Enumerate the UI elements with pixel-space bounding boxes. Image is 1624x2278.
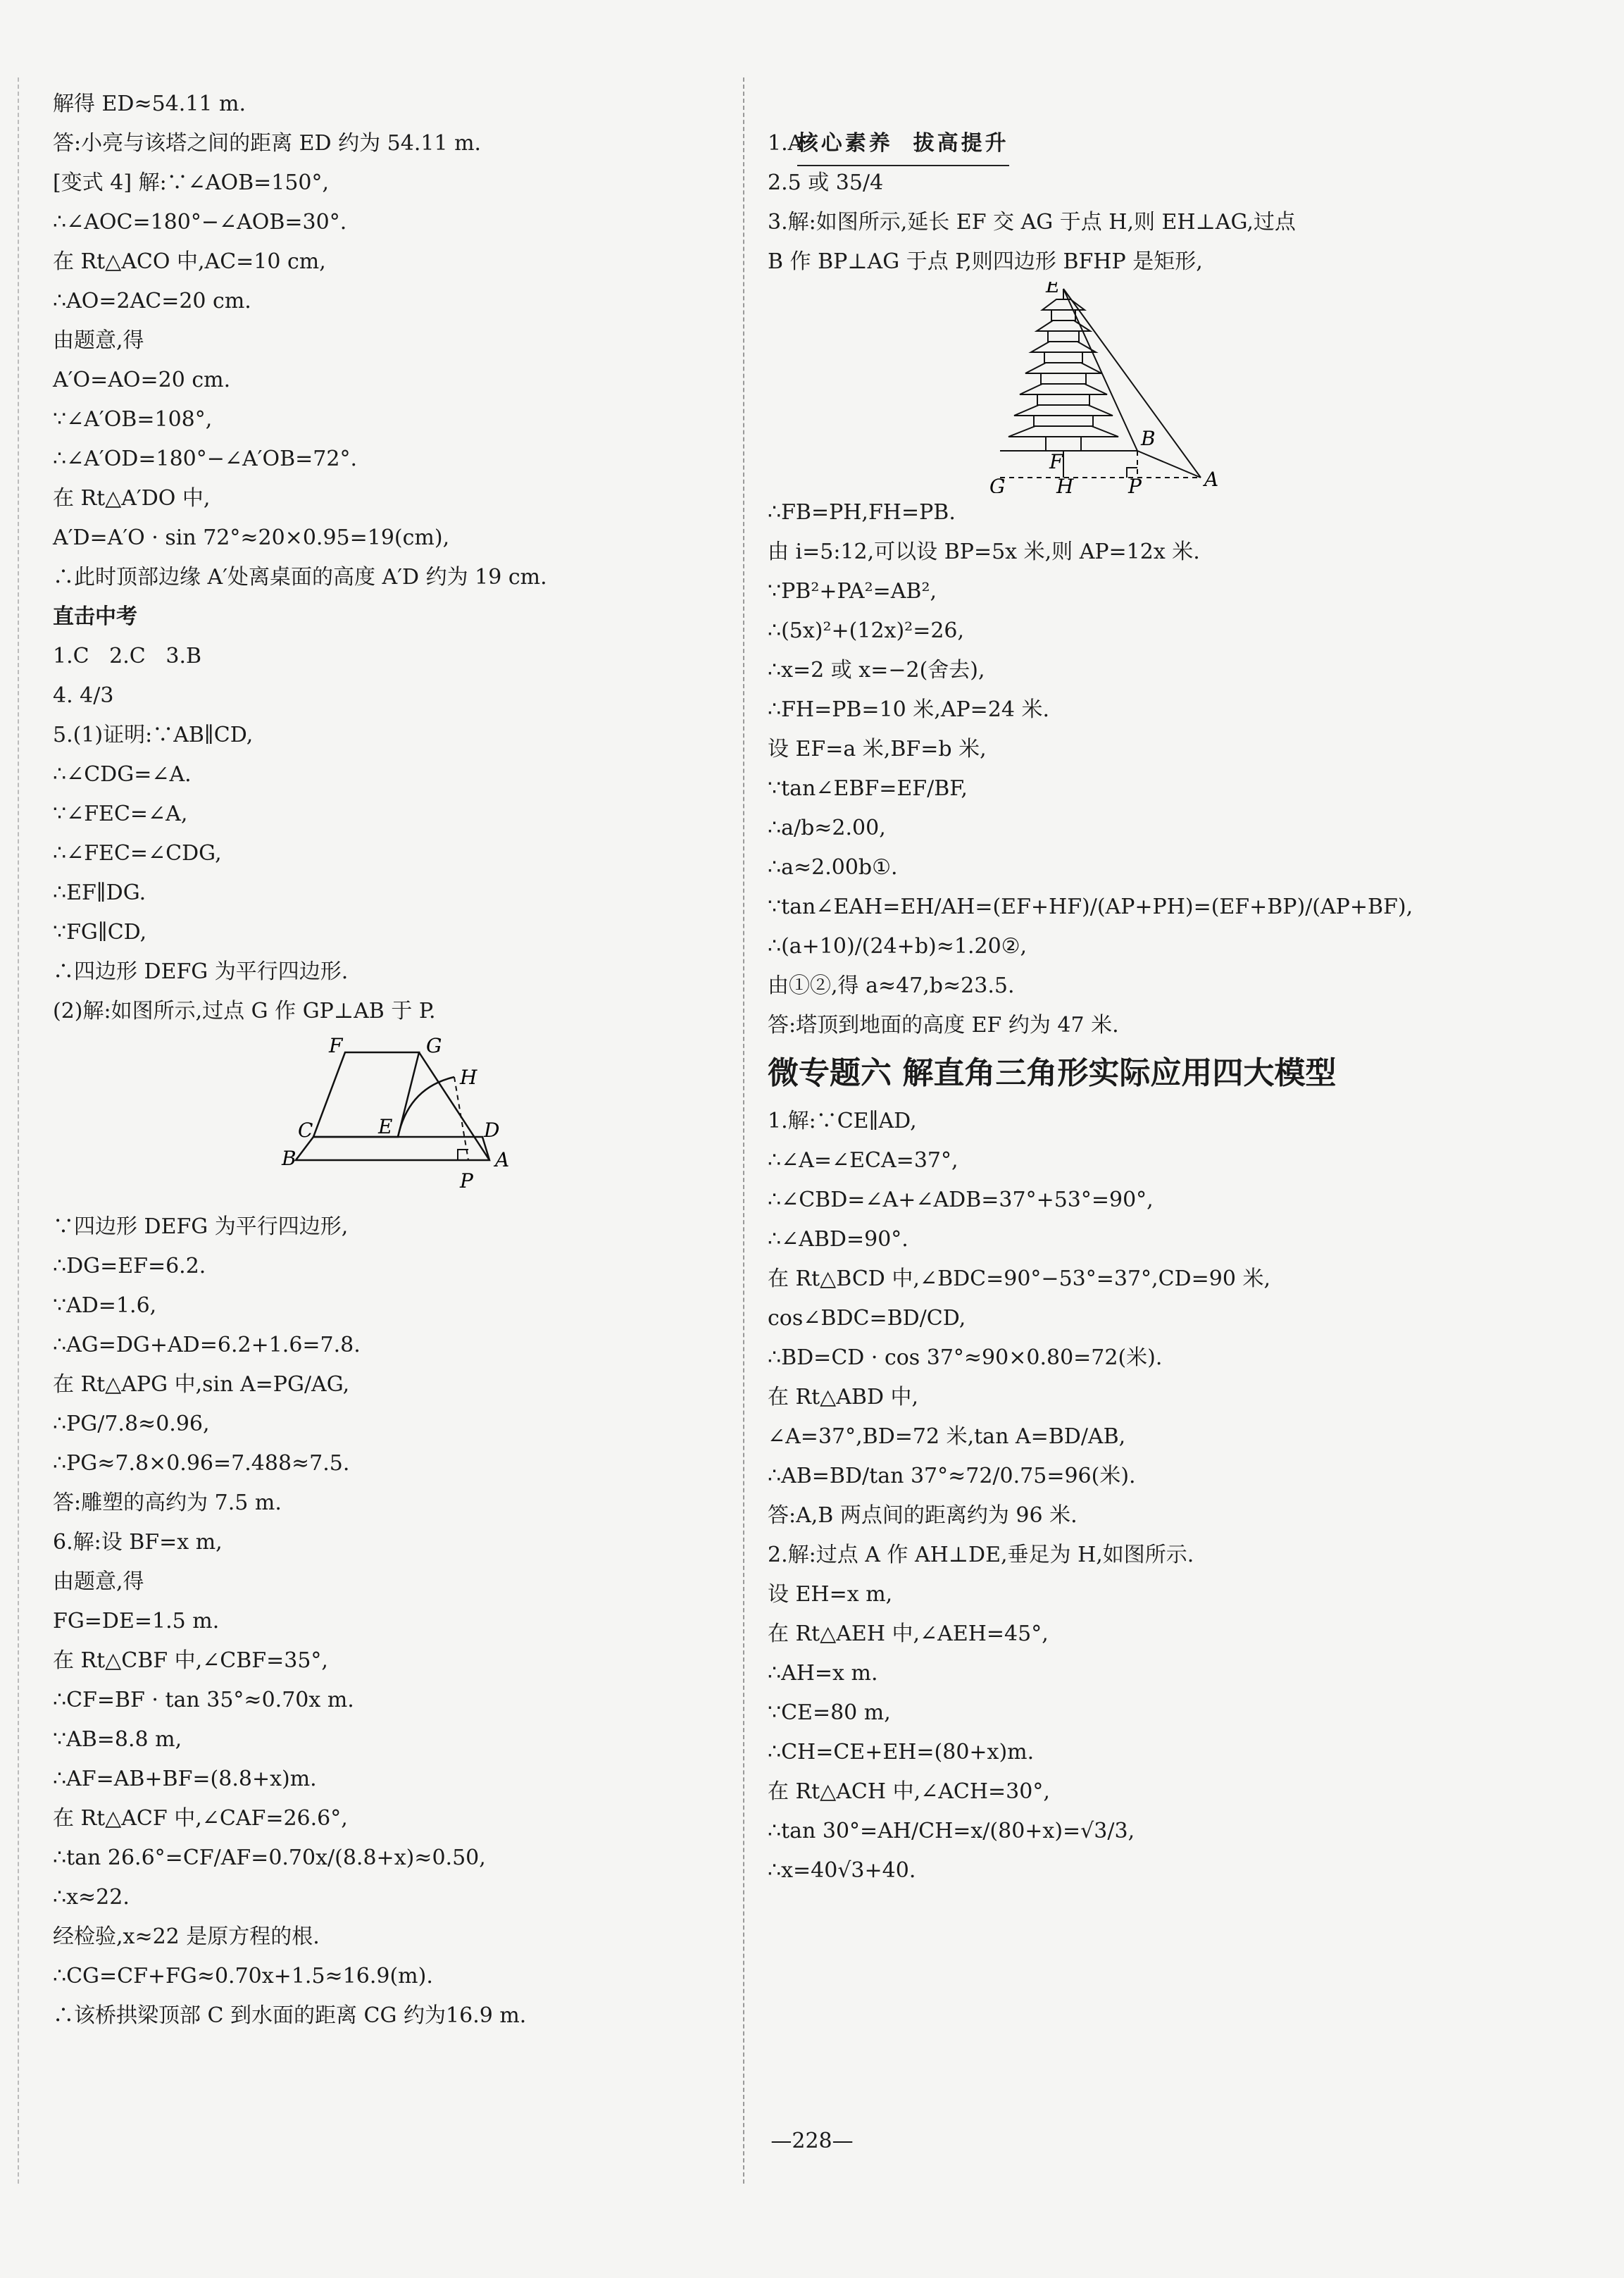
solution-block-q5-6 (53, 1207, 729, 2036)
solution-line: 经检验,x≈22 是原方程的根. (53, 1924, 320, 1949)
solution-block-q1-5 (53, 637, 729, 1031)
solution-line: ∴四边形 DEFG 为平行四边形. (53, 959, 349, 984)
solution-line: ∴DG=EF=6.2. (53, 1254, 206, 1278)
solution-line: 6.解:设 BF=x m, (53, 1530, 223, 1555)
solution-line: ∴CH=CE+EH=(80+x)m. (768, 1740, 1035, 1764)
solution-line: 设 EF=a 米,BF=b 米, (768, 737, 987, 761)
solution-line: ∴AH=x m. (768, 1661, 878, 1686)
fig2-label: P (1128, 475, 1142, 493)
solution-block-pagoda (768, 493, 1578, 1045)
solution-line: 设 EH=x m, (768, 1582, 893, 1607)
solution-line: ∴x=2 或 x=−2(舍去), (768, 658, 985, 683)
solution-line: 在 Rt△APG 中,sin A=PG/AG, (53, 1372, 350, 1397)
solution-line: A′O=AO=20 cm. (53, 368, 231, 392)
fig1-label: D (484, 1119, 500, 1142)
solution-line: ∴CG=CF+FG≈0.70x+1.5≈16.9(m). (53, 1964, 433, 1988)
solution-line: ∴tan 26.6°=CF/AF=0.70x/(8.8+x)≈0.50, (53, 1846, 486, 1870)
solution-line: ∴a≈2.00b①. (768, 855, 898, 880)
solution-line: ∵tan∠EBF=EF/BF, (768, 776, 968, 801)
solution-line: 2.5 或 35/4 (768, 170, 884, 195)
fig2-label: H (1056, 475, 1074, 493)
solution-line: ∴a/b≈2.00, (768, 816, 886, 840)
solution-line: FG=DE=1.5 m. (53, 1609, 220, 1633)
solution-line: 答:A,B 两点间的距离约为 96 米. (768, 1503, 1078, 1528)
left-column (53, 85, 729, 2036)
section-title-weizhuanti: 微专题六 解直角三角形实际应用四大模型 (768, 1055, 1337, 1091)
solution-line: ∴FB=PH,FH=PB. (768, 500, 956, 525)
column-divider (743, 77, 745, 2184)
solution-line: ∴x≈22. (53, 1885, 130, 1910)
fig1-label: A (495, 1148, 510, 1171)
solution-line: ∵AD=1.6, (53, 1293, 157, 1318)
solution-line: ∴∠A′OD=180°−∠A′OB=72°. (53, 447, 357, 471)
solution-line: ∴EF∥DG. (53, 880, 146, 905)
solution-line: 在 Rt△ACH 中,∠ACH=30°, (768, 1779, 1050, 1804)
solution-line: 答:小亮与该塔之间的距离 ED 约为 54.11 m. (53, 131, 482, 156)
fig1-label: F (329, 1034, 343, 1057)
solution-line: 由题意,得 (53, 1569, 144, 1594)
solution-line: cos∠BDC=BD/CD, (768, 1306, 966, 1331)
solution-line: 由 i=5:12,可以设 BP=5x 米,则 AP=12x 米. (768, 540, 1200, 564)
solution-line: ∵FG∥CD, (53, 920, 147, 945)
page-number: —228— (770, 2129, 854, 2153)
solution-line: ∴(5x)²+(12x)²=26, (768, 618, 965, 643)
solution-line: 在 Rt△ACO 中,AC=10 cm, (53, 249, 326, 274)
figure-pagoda (768, 282, 1578, 493)
fig2-label: G (989, 475, 1006, 493)
solution-line: ∠A=37°,BD=72 米,tan A=BD/AB, (768, 1424, 1126, 1449)
solution-line: ∴∠AOC=180°−∠AOB=30°. (53, 210, 347, 235)
solution-line: ∴∠FEC=∠CDG, (53, 841, 222, 866)
solution-line: 在 Rt△BCD 中,∠BDC=90°−53°=37°,CD=90 米, (768, 1266, 1270, 1291)
solution-line: ∴此时顶部边缘 A′处离桌面的高度 A′D 约为 19 cm. (53, 565, 547, 590)
solution-line: 在 Rt△ACF 中,∠CAF=26.6°, (53, 1806, 348, 1831)
solution-line: ∵PB²+PA²=AB², (768, 579, 937, 604)
solution-line: 3.解:如图所示,延长 EF 交 AG 于点 H,则 EH⊥AG,过点 (768, 210, 1296, 235)
solution-block-weizhuanti (768, 1102, 1578, 1891)
solution-line: ∴x=40√3+40. (768, 1858, 916, 1883)
solution-line: (2)解:如图所示,过点 G 作 GP⊥AB 于 P. (53, 999, 436, 1023)
solution-line: ∵AB=8.8 m, (53, 1727, 182, 1752)
solution-line: B 作 BP⊥AG 于点 P,则四边形 BFHP 是矩形, (768, 249, 1203, 274)
fig1-label: G (426, 1034, 442, 1057)
solution-line: ∵四边形 DEFG 为平行四边形, (53, 1214, 349, 1239)
solution-line: ∴tan 30°=AH/CH=x/(80+x)=√3/3, (768, 1819, 1135, 1843)
solution-line: 5.(1)证明:∵AB∥CD, (53, 723, 254, 747)
fig1-label: E (378, 1115, 393, 1138)
solution-line: ∴∠CDG=∠A. (53, 762, 192, 787)
fig1-label: H (460, 1066, 477, 1089)
solution-line: ∴∠A=∠ECA=37°, (768, 1148, 958, 1173)
solution-line: 在 Rt△AEH 中,∠AEH=45°, (768, 1622, 1049, 1646)
solution-line: A′D=A′O · sin 72°≈20×0.95=19(cm), (53, 525, 450, 550)
solution-line: 1.C 2.C 3.B (53, 644, 202, 668)
left-margin-rule (18, 77, 20, 2184)
solution-line: 解得 ED≈54.11 m. (53, 92, 246, 116)
section-title-zhiji: 直击中考 (53, 604, 137, 629)
solution-line: 由题意,得 (53, 328, 144, 353)
solution-line: 在 Rt△ABD 中, (768, 1385, 919, 1409)
solution-line: ∴AG=DG+AD=6.2+1.6=7.8. (53, 1333, 361, 1357)
solution-line: ∴BD=CD · cos 37°≈90×0.80=72(米). (768, 1345, 1163, 1370)
solution-line: 由①②,得 a≈47,b≈23.5. (768, 973, 1015, 998)
fig2-label: F (1049, 450, 1063, 473)
solution-line: ∵tan∠EAH=EH/AH=(EF+HF)/(AP+PH)=(EF+BP)/(AP+BF), (768, 895, 1413, 919)
solution-line: ∴该桥拱梁顶部 C 到水面的距离 CG 约为16.9 m. (53, 2003, 527, 2028)
solution-line: ∴AO=2AC=20 cm. (53, 289, 251, 313)
solution-line: 答:塔顶到地面的高度 EF 约为 47 米. (768, 1013, 1119, 1038)
solution-line: 在 Rt△A′DO 中, (53, 486, 211, 511)
solution-line: ∴∠CBD=∠A+∠ADB=37°+53°=90°, (768, 1188, 1154, 1212)
figure-trapezoid (53, 1031, 729, 1207)
solution-line: ∴∠ABD=90°. (768, 1227, 908, 1252)
fig1-label: P (460, 1169, 473, 1193)
solution-block-variant4 (53, 85, 729, 597)
solution-line: 4. 4/3 (53, 683, 114, 708)
solution-line: ∴CF=BF · tan 35°≈0.70x m. (53, 1688, 354, 1712)
fig2-label: A (1204, 468, 1219, 491)
solution-line: ∵∠A′OB=108°, (53, 407, 213, 432)
figure-pagoda-svg (768, 282, 1578, 493)
figure-trapezoid-svg (53, 1031, 729, 1207)
solution-line: [变式 4] 解:∵∠AOB=150°, (53, 170, 330, 195)
solution-line: ∵∠FEC=∠A, (53, 802, 188, 826)
solution-line: 答:雕塑的高约为 7.5 m. (53, 1490, 282, 1515)
solution-line: 在 Rt△CBF 中,∠CBF=35°, (53, 1648, 328, 1673)
solution-line: 2.解:过点 A 作 AH⊥DE,垂足为 H,如图所示. (768, 1543, 1194, 1567)
solution-line: ∵CE=80 m, (768, 1700, 891, 1725)
solution-line: ∴(a+10)/(24+b)≈1.20②, (768, 934, 1028, 959)
section-title-hexin: 核心素养 拔高提升 (768, 85, 1578, 124)
solution-line: ∴PG≈7.8×0.96=7.488≈7.5. (53, 1451, 350, 1476)
fig1-label: B (282, 1147, 296, 1170)
solution-line: 1.解:∵CE∥AD, (768, 1109, 917, 1133)
right-column (768, 85, 1578, 1891)
solution-line: ∴AB=BD/tan 37°≈72/0.75=96(米). (768, 1464, 1136, 1488)
fig2-label: B (1141, 427, 1156, 450)
solution-line: ∴FH=PB=10 米,AP=24 米. (768, 697, 1050, 722)
solution-line: ∴PG/7.8≈0.96, (53, 1412, 210, 1436)
solution-line: 1.A (768, 131, 804, 156)
solution-line: ∴AF=AB+BF=(8.8+x)m. (53, 1767, 317, 1791)
fig1-label: C (298, 1119, 313, 1142)
fig2-label: E (1046, 282, 1061, 297)
